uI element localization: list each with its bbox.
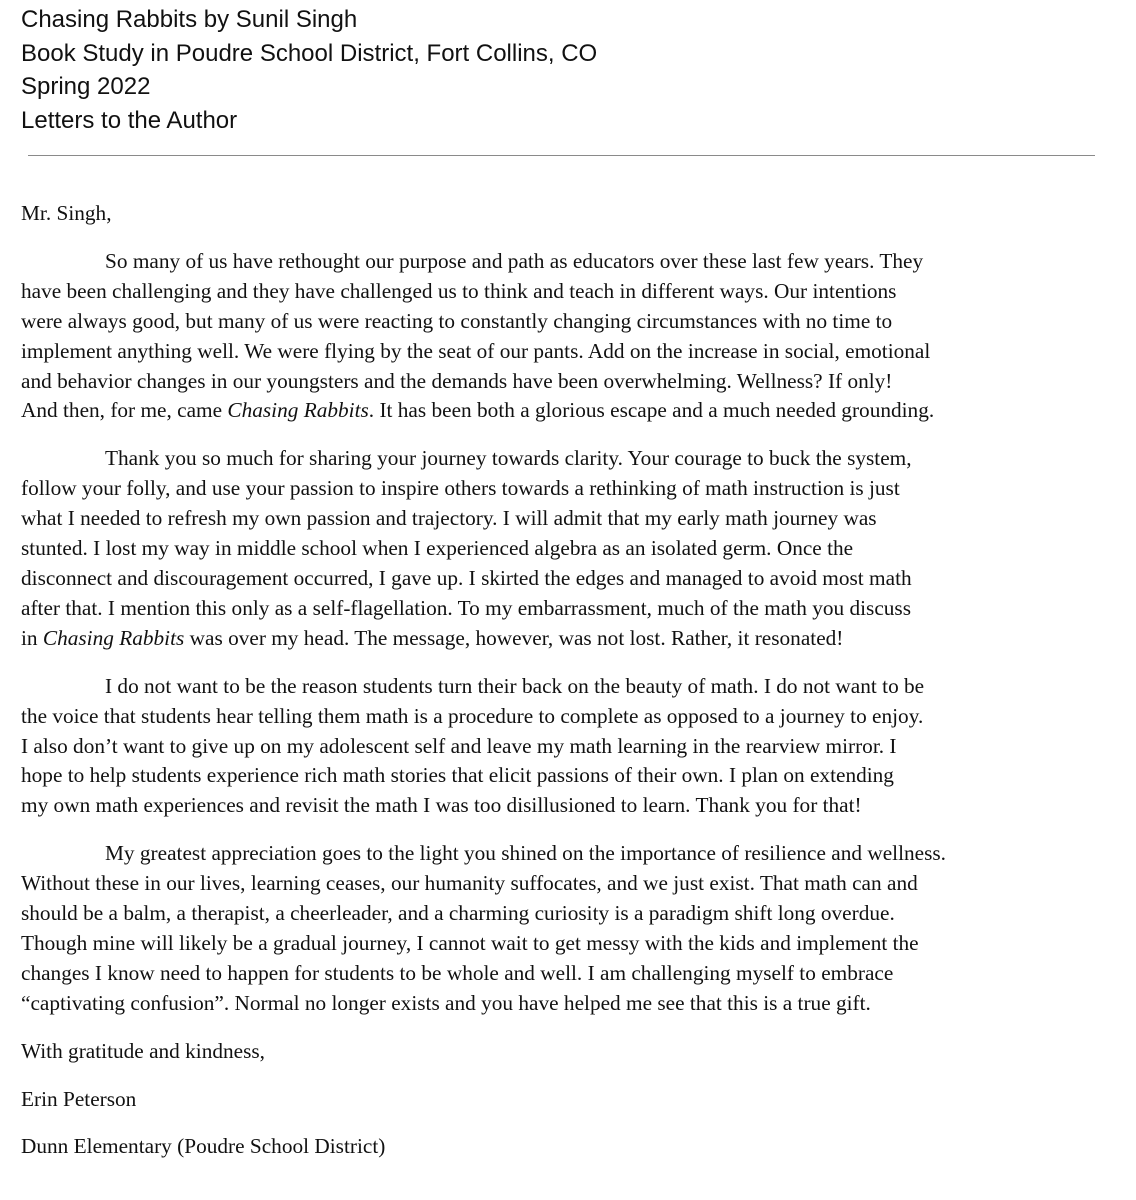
header-study-location: Book Study in Poudre School District, Fort Collins, CO xyxy=(21,39,598,67)
letter-closing: With gratitude and kindness, xyxy=(21,1038,266,1063)
letter-affiliation: Dunn Elementary (Poudre School District) xyxy=(21,1134,386,1159)
letter-signature: Erin Peterson xyxy=(21,1086,137,1111)
letter-paragraph-1: So many of us have rethought our purpose and path as educators over these last few years. They have been challenging and they have challenged us to think and teach in different ways. Our intentions were always good, but many of us were reacting to constantly changing circumstances with no time to implement anything well. We were flying by the seat of our pants. Add on the increase in social, emotional and behavior changes in our youngsters and the demands have been overwhelming. Wellness? If only! And then, for me, came Chasing Rabbits. It has been both a glorious escape and a much needed grounding. xyxy=(21,248,935,423)
header-divider xyxy=(28,155,1095,156)
document-header xyxy=(21,3,597,137)
letter-salutation: Mr. Singh, xyxy=(21,201,112,225)
letter-paragraph-4: My greatest appreciation goes to the light you shined on the importance of resilience and wellness. Without these in our lives, learning ceases, our humanity suffocates, and we just exist. That math can and should be a balm, a therapist, a cheerleader, and a charming curiosity is a paradigm shift long overdue. Though mine will likely be a gradual journey, I cannot wait to get messy with the kids and implement the changes I know need to happen for students to be whole and well. I am challenging myself to embrace “captivating confusion”. Normal no longer exists and you have helped me see that this is a true gift. xyxy=(21,841,946,1015)
header-term: Spring 2022 xyxy=(21,73,151,100)
header-document-type: Letters to the Author xyxy=(21,106,238,134)
letter-paragraph-2: Thank you so much for sharing your journey towards clarity. Your courage to buck the system, follow your folly, and use your passion to inspire others towards a rethinking of math instruction is just what I needed to refresh my own passion and trajectory. I will admit that my early math journey was stunted. I lost my way in middle school when I experienced algebra as an isolated germ. Once the disconnect and discouragement occurred, I gave up. I skirted the edges and managed to avoid most math after that. I mention this only as a self-flagellation. To my embarrassment, much of the math you discuss in Chasing Rabbits was over my head. The message, however, was not lost. Rather, it resonated! xyxy=(21,446,912,650)
book-title-italic: Chasing Rabbits xyxy=(42,625,185,650)
header-book-title: Chasing Rabbits by Sunil Singh xyxy=(21,6,358,33)
book-title-italic: Chasing Rabbits xyxy=(227,398,369,423)
letter-body xyxy=(21,199,1103,1180)
letter-paragraph-3: I do not want to be the reason students turn their back on the beauty of math. I do not want to be the voice that students hear telling them math is a procedure to complete as opposed to a journey to enjoy. I also don’t want to give up on my adolescent self and leave my math learning in the rearview mirror. I hope to help students experience rich math stories that elicit passions of their own. I plan on extending my own math experiences and revisit the math I was too disillusioned to learn. Thank you for that! xyxy=(21,673,925,818)
